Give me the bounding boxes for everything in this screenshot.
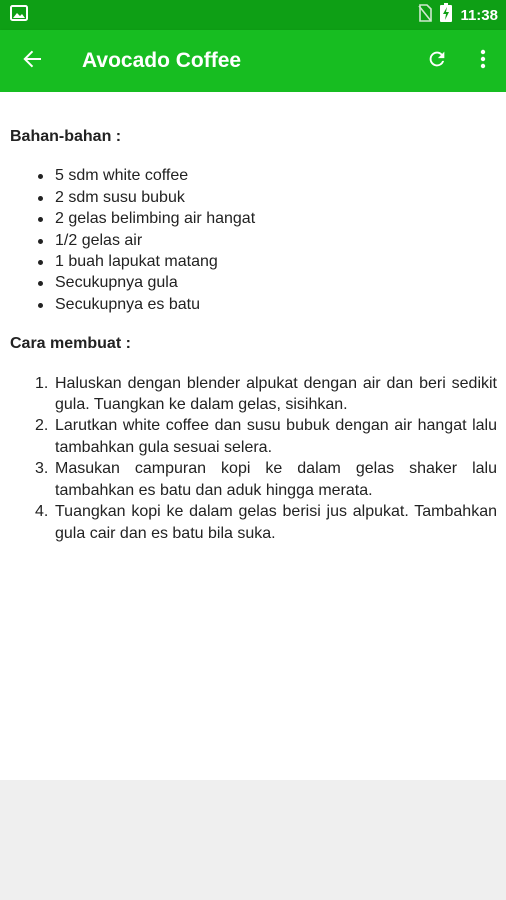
step-number: 4.: [35, 503, 49, 521]
battery-charging-icon: [440, 3, 452, 27]
step-number: 3.: [35, 460, 49, 478]
step-item: [35, 415, 497, 458]
step-item: [35, 458, 497, 501]
ingredient-item: 1 buah lapukat matang: [35, 251, 497, 272]
step-number: 1.: [35, 374, 49, 392]
more-options-button[interactable]: [460, 30, 506, 92]
ingredient-item: Secukupnya gula: [35, 272, 497, 293]
empty-footer-area: [0, 780, 506, 900]
refresh-icon: [426, 48, 448, 75]
ingredient-item: 2 sdm susu bubuk: [35, 187, 497, 208]
ingredients-heading: Bahan-bahan :: [10, 128, 122, 145]
no-sim-icon: [418, 4, 432, 27]
step-item: [35, 373, 497, 416]
steps-list: [10, 373, 497, 544]
status-bar: [0, 0, 506, 30]
step-text: Larutkan white coffee dan susu bubuk dengan air hangat lalu tambahkan gula sesuai selera.: [55, 417, 497, 456]
image-icon: [10, 5, 28, 26]
more-vert-icon: [480, 49, 486, 74]
ingredient-item: 2 gelas belimbing air hangat: [35, 208, 497, 229]
ingredient-item: Secukupnya es batu: [35, 294, 497, 315]
clock-time: 11:38: [460, 6, 498, 24]
recipe-content: [0, 92, 506, 780]
back-arrow-icon: [22, 49, 42, 74]
back-button[interactable]: [0, 30, 64, 92]
step-item: [35, 501, 497, 544]
app-bar: [0, 30, 506, 92]
ingredient-item: 1/2 gelas air: [35, 230, 497, 251]
step-text: Haluskan dengan blender alpukat dengan air dan beri sedikit gula. Tuangkan ke dalam gelas, sisihkan.: [55, 374, 497, 414]
refresh-button[interactable]: [414, 30, 460, 92]
ingredients-list: [10, 165, 497, 315]
page-title: Avocado Coffee: [82, 49, 242, 72]
step-text: Tuangkan kopi ke dalam gelas berisi jus alpukat. Tambahkan gula cair dan es batu bila suka.: [55, 503, 497, 542]
step-number: 2.: [35, 417, 49, 435]
steps-heading: Cara membuat :: [10, 335, 131, 353]
ingredient-item: 5 sdm white coffee: [35, 165, 497, 186]
step-text: Masukan campuran kopi ke dalam gelas shaker lalu tambahkan es batu dan aduk hingga merata.: [55, 460, 497, 499]
